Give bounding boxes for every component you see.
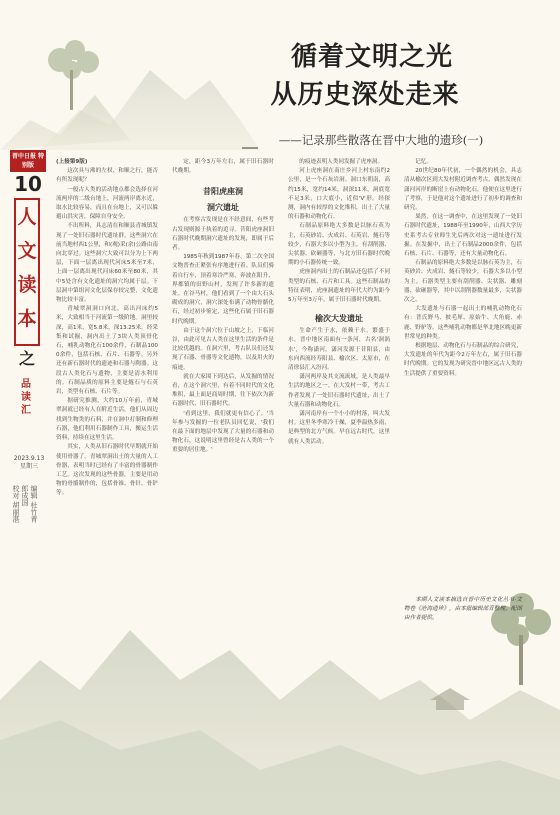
date-line: 2023.9.13: [13, 455, 45, 462]
section-char: 本: [17, 308, 37, 330]
paragraph: 虎座洞内出土的石制品还包括了不同类型的石核、石片和工具。这些石制品的特征表明，虎座洞遗址的年代大约为距今5万年至3万年，属于旧石器时代晚期。: [288, 269, 390, 304]
article-column-1: [56, 158, 158, 499]
paragraph: 不出所料，具志清在和顺县青城镇发现了一处旧石器时代遗址群。这些洞穴在前当地村西1公里，和(观)采(余)公路由南向北穿过。这些洞穴大致可以分为上下两层，下面一层离出现代河床5米至7米，上面一层离出现代河床60米至80米，其中5处含有文化遗址的洞穴均属于层。下层洞中第组河文化层保存较完整，文化遗物比较丰富。: [56, 223, 158, 304]
paragraph: 潇河南岸有一个小小的村落，叫大发村。这里冬季寒冷干燥，夏季温热多雨，是典型的北方气候。早在远古时代，这里就有人类活动。: [288, 411, 390, 445]
paragraph: 本期人文读本摘选自晋中历史文化丛书·文物卷《沧海遗珍》，由本报编辑部青整理，配图由作者提供。: [404, 597, 522, 622]
headline-line-1: 循着文明之光: [290, 42, 453, 72]
staff-line: 郎成国: [21, 485, 29, 506]
paragraph: 的痕迹表明人类同发掘了虎座洞。: [299, 159, 384, 165]
staff-line: 编辑 杜竹青: [30, 485, 38, 523]
page-number: 10: [14, 172, 42, 196]
paragraph: 在考察古发现是在不经意间，有些考古发现则源于执着的追寻。昔阳虎座洞旧石器时代晚期洞穴遗址的发现，即属于后者。: [172, 217, 274, 252]
paragraph: 根据地层、动物化石与石制品的综合研究，大发遗址的年代为距今2万年左右，属于旧石器时代晚期。它的发现为研究晋中地区远古人类的生活提供了重要资料。: [404, 343, 522, 377]
paragraph: 由于这个洞穴位于山坡之上，下临河谷，由此可见古人类在这里生活的条件是比较优越的。在洞穴里，考古队员们还发现了石器、骨器等文化遗物，以及用火的痕迹。: [172, 327, 274, 371]
paragraph: 记忆。: [415, 159, 432, 165]
editor-note: [404, 596, 522, 624]
headline-line-2: 从历史深处走来: [270, 80, 460, 110]
paragraph: 生命产生于水，依赖于水，繁盛于水。晋中地区南面有一条河，古名'洞涡水'，今称潇河。潇河发源于昔阳县，由东向西流经寿阳县、榆次区、太原市，在清徐县汇入汾河。: [288, 328, 390, 372]
paragraph: 果然，在这一调查中，在这里发现了一处旧石器时代遗址，1988年至1990年，山西大学历史系考古专业师生先后两次对这一遗址进行发掘。在发掘中，出土了石制品2000余件，包括石核、石片、石器等，还有大量动物化石。: [404, 214, 522, 258]
section-connector: 之: [18, 349, 35, 368]
paragraph: 20世纪80年代初，一个偶然的机会，具志清从榆次区到大发村附近调查考古，偶然发现在潇河河岸的断崖上有动物化石，他便在这里进行了考察，于是他对这个遗址进行了初步的调查和研究。: [404, 168, 522, 212]
issue-date: [8, 455, 50, 471]
article-column-4: [404, 158, 522, 379]
article-column-3: [288, 158, 390, 447]
staff-credits: [12, 485, 38, 530]
section-char: 读: [17, 274, 37, 296]
paragraph: 1985年秋到1987年春，第二次全国文物普查正紧张有序地进行着。队员们骑着自行车，顶着寒冷严寒，奔波在阳升、界都镇的田野山村，发现了许多新的遗址。在谷马村，他们看到了一个由大石头砌成的洞穴，洞穴深处布满了动物骨骼化石，经过初步鉴定，这些化石属于旧石器时代晚期。: [172, 254, 274, 325]
paragraph: 就在大家围下到达后，从发掘的情况看，在这个洞穴里，有着不同时代的文化堆积，最上面是商周时期，往下依次为新石器时代、旧石器时代。: [172, 373, 274, 408]
subheadline: ——记录那些散落在晋中大地的遗珍(一): [278, 133, 484, 147]
section-char: 文: [17, 240, 37, 262]
section-heading: 洞穴遗址: [207, 202, 239, 213]
paragraph: 据研究推测，大约10万年前，青城翠洞就已经有人在附近生活，他们从周边找到生物类的石料，并在洞中打制和修理石器，他们利用石器制作工具，搬运生活资料，持续在这里生活。: [56, 398, 158, 442]
paragraph: 这次具与沸的左权、和顺之行，能否有所发现呢？: [56, 168, 158, 184]
column-label: 品读汇: [21, 379, 31, 416]
paragraph: 一般古人类的活动地点都会选择在河流两岸的二级台地上，河流两岸离水近，取水比较容易，而且在台地上，又可以躲避山洪灾害，保障自身安全。: [56, 186, 158, 221]
left-sidebar: [8, 150, 48, 580]
paragraph: 定，距今3万年左右，属于旧石器时代晚期。: [172, 159, 274, 175]
paragraph: 潇河两岸及其支流流域，是人类最早生活的地区之一。在大发村一带，考古工作者发现了一处旧石器时代遗址，出土了大量石器和动物化石。: [288, 374, 390, 408]
paragraph: 石制品原料绝大多数是以脉石英为主，石英砂岩、火成岩、石英岩、燧石等较少，石器大多以小型为主，有刮削器、尖状器、砍砸器等，与北方旧石器时代晚期的小石器传统一致。: [288, 223, 390, 267]
section-title-box: [14, 198, 40, 346]
paragraph: (上接第9版): [56, 159, 88, 165]
section-heading: 昔阳虎座洞: [203, 186, 243, 197]
paragraph: 其实，人类从旧石器时代早期就开始使用骨器了。青城翠洞出土的大量的人工骨器，表明当时已经有了丰富的骨器制作工艺。这次发现的这些骨器，主要是用动物的骨骼制作的，包括骨锥、骨针、骨铲等。: [56, 444, 158, 497]
weekday-line: 星期三: [19, 463, 38, 470]
pavilion-decoration: [430, 688, 470, 710]
paragraph: 河上虎座洞在南庄乡河上村东南约2公里，是一个石灰岩洞。洞口东朝南，高约15米，宽约14米，洞深11米，洞底宽不足3米，口大底小，近似'V'形。经探测，洞内有较厚的文化堆积，出土了大量的石器和动物化石。: [288, 168, 390, 221]
section-heading: 榆次大发遗址: [315, 313, 363, 324]
article-column-2: [172, 158, 274, 456]
masthead-badge: 晋中日报 特别版: [10, 150, 46, 172]
paragraph: 石制品的原料绝大多数是以脉石英为主，石英砂岩、火成岩、燧石等较少，石器大多以小型为主。石器类型主要有刮削器、尖状器、雕刻器、砍砸器等，其中以刮削器数量最多，尖状器次之。: [404, 260, 522, 304]
staff-line: 校对 胡丽湛: [12, 485, 20, 523]
paragraph: 青城翠洞洞口向北，高出河床约5米，大致相当于河流第一级阶地。洞里较深，高1米，宽5.8米，深13.25米。经采集和试掘，洞内出土了3块人类顶骨化石，哺乳动物化石100余件，石制品1000余件，包括石核、石片、石器等。另外还有新石器时代的遗迹和石器与陶器。这段古人类化石与遗物，主要是清水利用的。石制品质的原料主要是燧石与石英岩，类型有石核、石片等。: [56, 306, 158, 396]
paragraph: 大发遗址与石器一起出土的哺乳动物化石有：普氏野马、披毛犀、原始牛、大角鹿、赤鹿、野驴等。这些哺乳动物都是华北地区晚更新世常见的种类。: [404, 306, 522, 340]
paragraph: '看到这里，我们就更有信心了。'当年参与发掘的一位老队员回忆说，'我们在最下面的地层中发现了大量的石器和动物化石，这说明这里曾经是古人类的一个重要的居住地。': [172, 410, 274, 454]
section-char: 人: [17, 206, 37, 228]
